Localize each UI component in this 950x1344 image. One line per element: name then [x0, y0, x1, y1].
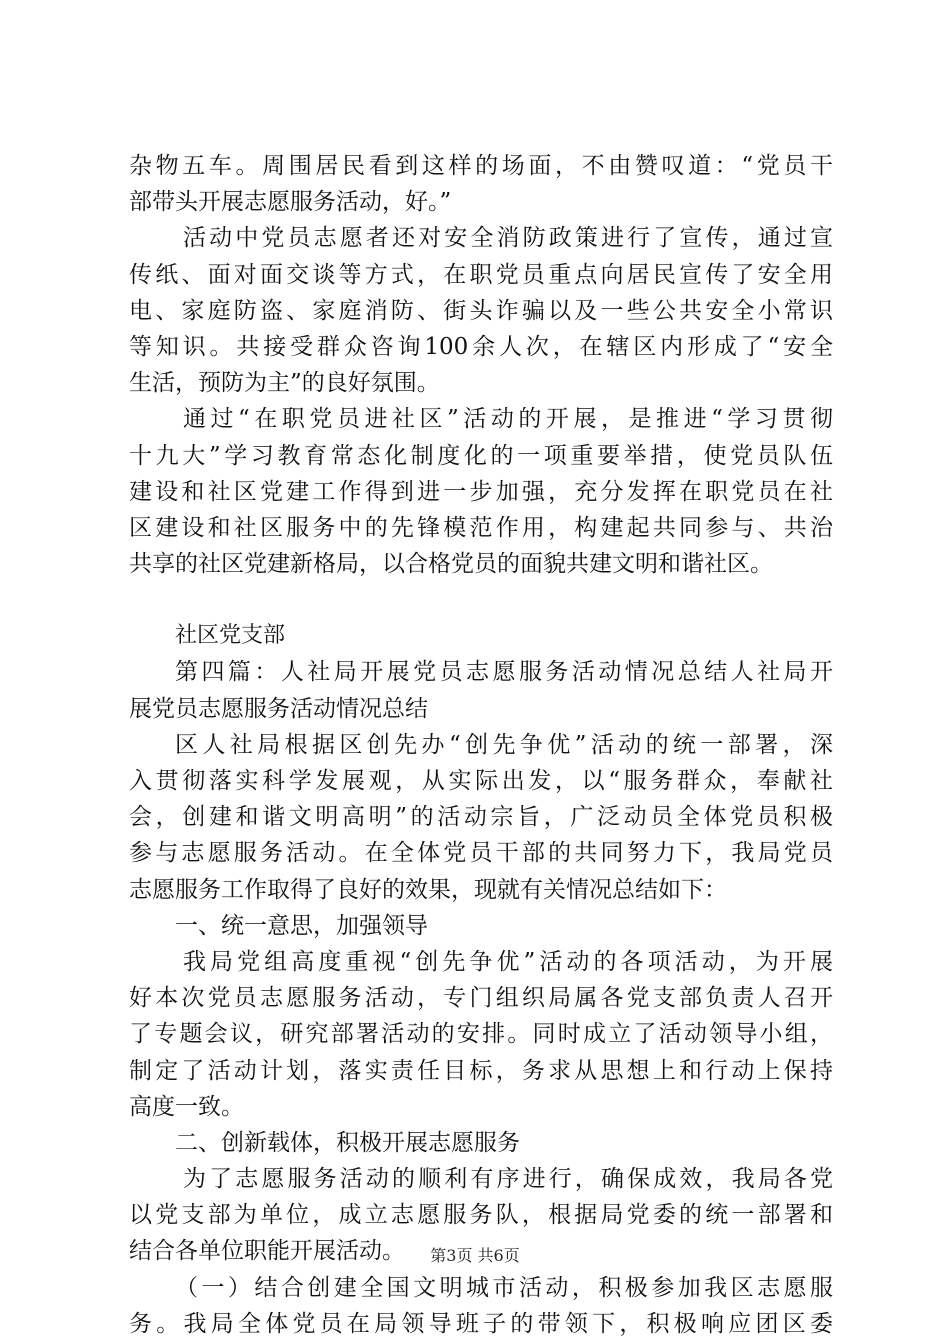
page-number-footer: 第3页 共6页	[430, 1246, 520, 1265]
paragraph-line: 了专题会议，研究部署活动的安排。同时成立了活动领导小组，	[129, 1021, 833, 1048]
paragraph-line: 区建设和社区服务中的先锋模范作用，构建起共同参与、共治	[129, 514, 833, 541]
paragraph-line: 共享的社区党建新格局，以合格党员的面貌共建文明和谐社区。	[129, 551, 773, 578]
signature-line: 社区党支部	[175, 623, 286, 649]
subheading: 一、统一意思，加强领导	[175, 912, 428, 939]
blank-line	[129, 582, 833, 618]
document-body	[129, 148, 833, 1342]
paragraph-line: 志愿服务工作取得了良好的效果，现就有关情况总结如下：	[129, 876, 727, 903]
paragraph-line: 好本次党员志愿服务活动，专门组织局属各党支部负责人召开	[129, 985, 833, 1012]
subheading: 二、创新载体，积极开展志愿服务	[175, 1129, 520, 1156]
paragraph-line: 参与志愿服务活动。在全体党员干部的共同努力下，我局党员	[129, 840, 833, 867]
paragraph-line: 生活，预防为主”的良好氛围。	[129, 370, 440, 397]
paragraph-line: 高度一致。	[129, 1093, 244, 1120]
section-heading: 第四篇：人社局开展党员志愿服务活动情况总结人社局开	[175, 659, 833, 686]
paragraph-line: 活动中党员志愿者还对安全消防政策进行了宣传，通过宣	[183, 225, 833, 252]
paragraph-line: 务。我局全体党员在局领导班子的带领下，积极响应团区委	[129, 1310, 833, 1337]
paragraph-line: 我局党组高度重视“创先争优”活动的各项活动，为开展	[183, 948, 833, 975]
paragraph-line: 传纸、面对面交谈等方式，在职党员重点向居民宣传了安全用	[129, 261, 833, 288]
paragraph-line: 为了志愿服务活动的顺利有序进行，确保成效，我局各党	[183, 1166, 833, 1193]
paragraph-line: （一）结合创建全国文明城市活动，积极参加我区志愿服	[175, 1274, 833, 1301]
paragraph-line: 电、家庭防盗、家庭消防、街头诈骗以及一些公共安全小常识	[129, 297, 833, 324]
paragraph-line: 建设和社区党建工作得到进一步加强，充分发挥在职党员在社	[129, 478, 833, 505]
paragraph-line: 部带头开展志愿服务活动，好。”	[129, 189, 452, 216]
paragraph-line: 杂物五车。周围居民看到这样的场面，不由赞叹道：“党员干	[129, 153, 833, 179]
paragraph-line: 会，创建和谐文明高明”的活动宗旨，广泛动员全体党员积极	[129, 804, 833, 831]
paragraph-line: 结合各单位职能开展活动。	[129, 1238, 405, 1265]
paragraph-line: 制定了活动计划，落实责任目标，务求从思想上和行动上保持	[129, 1057, 833, 1084]
paragraph-line: 十九大”学习教育常态化制度化的一项重要举措，使党员队伍	[129, 442, 833, 469]
paragraph-line: 以党支部为单位，成立志愿服务队，根据局党委的统一部署和	[129, 1202, 833, 1229]
paragraph-line: 区人社局根据区创先办“创先争优”活动的统一部署，深	[175, 731, 833, 758]
paragraph-line: 通过“在职党员进社区”活动的开展，是推进“学习贯彻	[183, 406, 833, 433]
paragraph-line: 入贯彻落实科学发展观，从实际出发，以“服务群众，奉献社	[129, 768, 833, 794]
section-heading: 展党员志愿服务活动情况总结	[129, 695, 428, 722]
paragraph-line: 等知识。共接受群众咨询100余人次，在辖区内形成了“安全	[129, 333, 833, 360]
